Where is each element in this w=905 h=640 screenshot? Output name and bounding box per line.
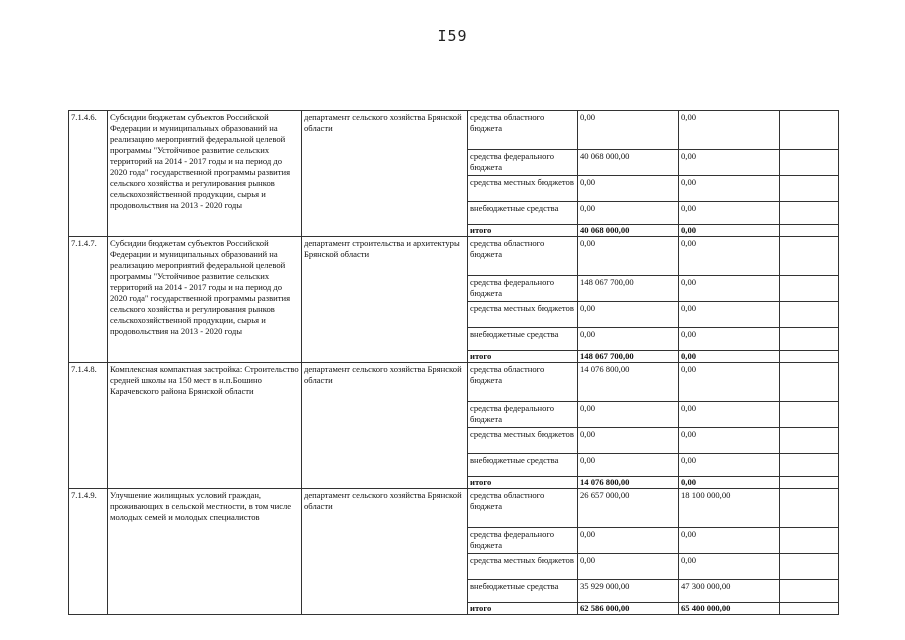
amount-value-1: 14 076 800,00	[578, 363, 679, 402]
empty-cell	[780, 477, 839, 489]
funding-source: средства местных бюджетов	[468, 302, 578, 328]
responsible-department: департамент сельского хозяйства Брянской области	[302, 363, 468, 489]
amount-value-2: 0,00	[679, 328, 780, 351]
amount-value-1: 0,00	[578, 328, 679, 351]
budget-table	[68, 110, 839, 615]
amount-value-1: 0,00	[578, 111, 679, 150]
funding-source: средства местных бюджетов	[468, 554, 578, 580]
amount-value-2: 0,00	[679, 554, 780, 580]
table-row	[69, 489, 839, 528]
empty-cell	[780, 237, 839, 276]
total-value-2: 65 400 000,00	[679, 603, 780, 615]
total-label: итого	[468, 477, 578, 489]
amount-value-1: 0,00	[578, 428, 679, 454]
amount-value-2: 47 300 000,00	[679, 580, 780, 603]
responsible-department: департамент сельского хозяйства Брянской области	[302, 489, 468, 615]
table-row	[69, 363, 839, 402]
amount-value-1: 40 068 000,00	[578, 150, 679, 176]
empty-cell	[780, 580, 839, 603]
total-value-1: 148 067 700,00	[578, 351, 679, 363]
amount-value-2: 0,00	[679, 454, 780, 477]
amount-value-2: 0,00	[679, 237, 780, 276]
empty-cell	[780, 428, 839, 454]
total-label: итого	[468, 603, 578, 615]
amount-value-2: 0,00	[679, 202, 780, 225]
amount-value-2: 0,00	[679, 528, 780, 554]
amount-value-1: 0,00	[578, 202, 679, 225]
total-value-2: 0,00	[679, 351, 780, 363]
amount-value-1: 0,00	[578, 554, 679, 580]
funding-source: средства местных бюджетов	[468, 428, 578, 454]
amount-value-1: 0,00	[578, 528, 679, 554]
funding-source: средства федерального бюджета	[468, 276, 578, 302]
item-name: Субсидии бюджетам субъектов Российской Федерации и муниципальных образований на реализацию мероприятий федеральной целевой программы "Устойчивое развитие сельских территорий на 2014 - 2017 годы и на период до 2020 года" государственной программы развития сельского хозяйства и регулирования рынков сельскохозяйственной продукции, сырья и продовольствия на 2013 - 2020 годы	[108, 237, 302, 363]
empty-cell	[780, 302, 839, 328]
empty-cell	[780, 554, 839, 580]
item-code: 7.1.4.7.	[69, 237, 108, 363]
item-code: 7.1.4.9.	[69, 489, 108, 615]
total-label: итого	[468, 225, 578, 237]
empty-cell	[780, 402, 839, 428]
amount-value-2: 18 100 000,00	[679, 489, 780, 528]
amount-value-2: 0,00	[679, 150, 780, 176]
amount-value-2: 0,00	[679, 302, 780, 328]
funding-source: внебюджетные средства	[468, 202, 578, 225]
empty-cell	[780, 454, 839, 477]
funding-source: средства областного бюджета	[468, 489, 578, 528]
empty-cell	[780, 225, 839, 237]
amount-value-1: 0,00	[578, 454, 679, 477]
empty-cell	[780, 328, 839, 351]
funding-source: внебюджетные средства	[468, 328, 578, 351]
funding-source: средства областного бюджета	[468, 111, 578, 150]
empty-cell	[780, 528, 839, 554]
amount-value-1: 0,00	[578, 302, 679, 328]
empty-cell	[780, 351, 839, 363]
item-name: Комплексная компактная застройка: Строительство средней школы на 150 мест в н.п.Бошино Карачевского района Брянской области	[108, 363, 302, 489]
funding-source: средства областного бюджета	[468, 237, 578, 276]
item-name: Улучшение жилищных условий граждан, проживающих в сельской местности, в том числе молодых семей и молодых специалистов	[108, 489, 302, 615]
funding-source: внебюджетные средства	[468, 580, 578, 603]
total-value-1: 40 068 000,00	[578, 225, 679, 237]
empty-cell	[780, 111, 839, 150]
page-number: I59	[437, 27, 468, 45]
responsible-department: департамент строительства и архитектуры Брянской области	[302, 237, 468, 363]
empty-cell	[780, 176, 839, 202]
item-code: 7.1.4.6.	[69, 111, 108, 237]
empty-cell	[780, 276, 839, 302]
amount-value-1: 148 067 700,00	[578, 276, 679, 302]
amount-value-1: 26 657 000,00	[578, 489, 679, 528]
funding-source: средства областного бюджета	[468, 363, 578, 402]
empty-cell	[780, 150, 839, 176]
funding-source: внебюджетные средства	[468, 454, 578, 477]
funding-source: средства федерального бюджета	[468, 402, 578, 428]
funding-source: средства федерального бюджета	[468, 150, 578, 176]
empty-cell	[780, 202, 839, 225]
amount-value-2: 0,00	[679, 402, 780, 428]
table-row	[69, 111, 839, 150]
empty-cell	[780, 489, 839, 528]
item-name: Субсидии бюджетам субъектов Российской Федерации и муниципальных образований на реализацию мероприятий федеральной целевой программы "Устойчивое развитие сельских территорий на 2014 - 2017 годы и на период до 2020 года" государственной программы развития сельского хозяйства и регулирования рынков сельскохозяйственной продукции, сырья и продовольствия на 2013 - 2020 годы	[108, 111, 302, 237]
amount-value-1: 35 929 000,00	[578, 580, 679, 603]
amount-value-2: 0,00	[679, 428, 780, 454]
amount-value-2: 0,00	[679, 276, 780, 302]
total-value-2: 0,00	[679, 477, 780, 489]
total-value-1: 14 076 800,00	[578, 477, 679, 489]
responsible-department: департамент сельского хозяйства Брянской области	[302, 111, 468, 237]
table-row	[69, 237, 839, 276]
total-label: итого	[468, 351, 578, 363]
item-code: 7.1.4.8.	[69, 363, 108, 489]
funding-source: средства местных бюджетов	[468, 176, 578, 202]
total-value-2: 0,00	[679, 225, 780, 237]
empty-cell	[780, 363, 839, 402]
funding-source: средства федерального бюджета	[468, 528, 578, 554]
amount-value-1: 0,00	[578, 176, 679, 202]
amount-value-2: 0,00	[679, 176, 780, 202]
amount-value-2: 0,00	[679, 363, 780, 402]
amount-value-2: 0,00	[679, 111, 780, 150]
total-value-1: 62 586 000,00	[578, 603, 679, 615]
amount-value-1: 0,00	[578, 402, 679, 428]
empty-cell	[780, 603, 839, 615]
amount-value-1: 0,00	[578, 237, 679, 276]
